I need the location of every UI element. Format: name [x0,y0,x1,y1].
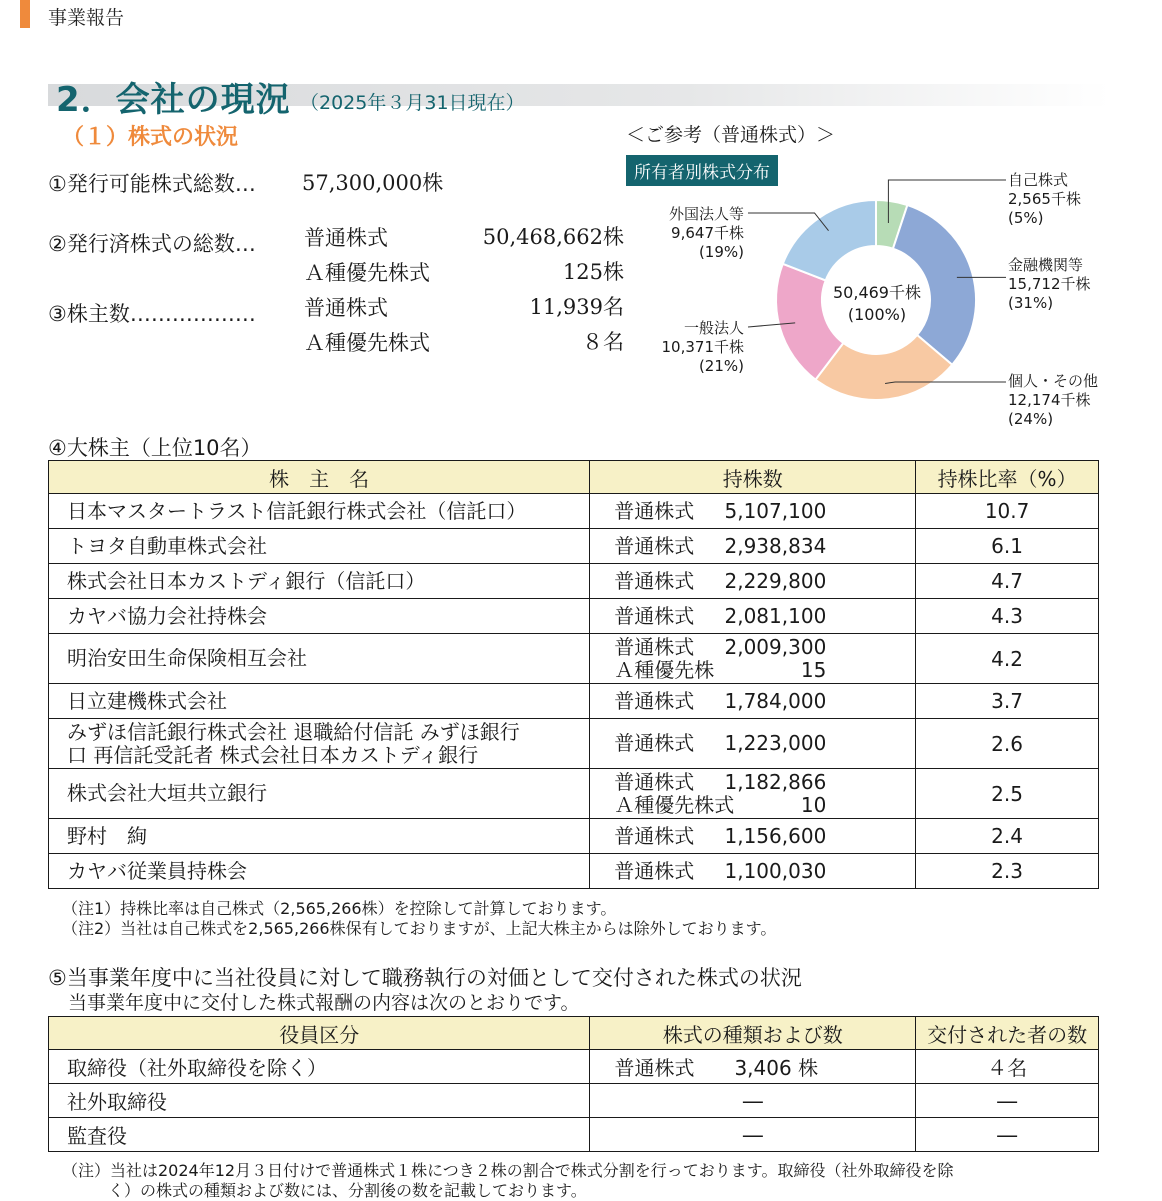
slice-value: 9,647千株 [671,224,744,242]
shareholder-shares [590,684,916,719]
issued-value-common: 50,468,662株 [482,225,624,249]
compensation-note-line1: （注）当社は2024年12月３日付けで普通株式１株につき２株の割合で株式分割を行っております。取締役（社外取締役を除 [62,1161,954,1180]
share-count: 2,081,100 [724,603,827,628]
section-title: 2．会社の現況 [56,80,291,120]
slice-name: 外国法人等 [668,205,744,223]
compensation-subtitle: 当事業年度中に交付した株式報酬の内容は次のとおりです。 [68,992,580,1014]
share-kind: 普通株式 [614,823,695,848]
table-row [49,494,1099,529]
officer-category: 社外取締役 [49,1084,590,1118]
shareholder-ratio: 6.1 [916,529,1099,564]
pie-chart-title: 所有者別株式分布 [626,155,778,186]
shareholder-shares [590,769,916,819]
holders-value-common: 11,939名 [529,295,624,319]
table-row [49,634,1099,684]
officer-category: 監査役 [49,1118,590,1152]
major-shareholders-title: ④大株主（上位10名） [48,436,262,460]
table-row [49,1084,1099,1118]
share-kind: Ａ種優先株式 [614,792,735,817]
major-note-1: （注1）持株比率は自己株式（2,565,266株）を控除して計算しております。 [62,899,617,918]
col-header-stock-type: 株式の種類および数 [590,1017,916,1050]
shareholder-shares [590,634,916,684]
pie-label-foreign [640,205,744,262]
table-row [49,1050,1099,1084]
share-count: 1,156,600 [724,823,827,848]
shareholder-name [49,819,590,854]
major-note-2: （注2）当社は自己株式を2,565,266株保有しておりますが、上記大株主からは除外しております。 [62,919,777,938]
share-kind: 普通株式 [614,731,695,755]
pie-label-self [1008,171,1081,228]
slice-name: 一般法人 [683,319,744,337]
col-header-shares: 持株数 [590,461,916,494]
slice-value: 10,371千株 [661,338,744,356]
pie-slice-foreign [783,200,876,280]
authorized-label: ①発行可能株式総数… [48,172,256,196]
issued-value-preferred: 125株 [562,260,624,284]
shareholder-shares [590,599,916,634]
shareholder-shares [590,494,916,529]
share-count: 15 [800,657,827,682]
slice-percent: (5%) [1008,209,1044,227]
stock-type-count: ― [590,1084,916,1118]
share-count: 2,229,800 [724,568,827,593]
pie-label-corporate [640,319,744,376]
pie-center-label [826,282,928,326]
col-header-recipients: 交付された者の数 [916,1017,1099,1050]
slice-percent: (19%) [698,243,744,261]
shareholder-ratio: 4.7 [916,564,1099,599]
share-kind: 普通株式 [614,769,695,794]
section-date: （2025年３月31日現在） [300,92,525,114]
recipient-count: ― [916,1084,1099,1118]
share-kind: Ａ種優先株 [614,657,715,682]
shareholder-shares [590,529,916,564]
slice-percent: (21%) [698,357,744,375]
share-count: 1,182,866 [724,769,827,794]
share-count: 1,784,000 [724,688,827,713]
shareholder-ratio: 3.7 [916,684,1099,719]
shareholder-ratio: 10.7 [916,494,1099,529]
authorized-value: 57,300,000株 [302,171,444,195]
officer-category: 取締役（社外取締役を除く） [49,1050,590,1084]
shareholder-name-line: 野村 絢 [67,823,147,848]
issued-kind-common: 普通株式 [304,226,388,250]
shareholder-name-line: みずほ信託銀行株式会社 退職給付信託 みずほ銀行 [67,719,520,744]
shareholder-name [49,529,590,564]
pie-center-percent: (100%) [847,305,907,324]
slice-name: 自己株式 [1008,171,1069,189]
table-row [49,769,1099,819]
shareholder-ratio: 2.4 [916,819,1099,854]
compensation-note-line2: く）の株式の種類および数には、分割後の数を記載しております。 [108,1181,587,1200]
shareholder-name-line: 明治安田生命保険相互会社 [67,646,307,670]
holders-value-preferred: ８名 [582,330,624,354]
shareholder-name-line: 株式会社日本カストディ銀行（信託口） [67,568,426,593]
slice-percent: (24%) [1008,410,1054,428]
major-shareholders-table [48,460,1099,889]
shareholder-name-line: 口 再信託受託者 株式会社日本カストディ銀行 [67,742,479,767]
holders-kind-common: 普通株式 [304,296,388,320]
shareholder-name [49,494,590,529]
shareholder-name [49,769,590,819]
table-row [49,529,1099,564]
header-label: 事業報告 [48,7,125,29]
pie-label-financial [1008,256,1091,313]
slice-name: 個人・その他 [1008,372,1099,390]
table-row [49,684,1099,719]
recipient-count: ― [916,1118,1099,1152]
table-row [49,854,1099,889]
share-count: 1,223,000 [724,731,827,755]
table-row [49,719,1099,769]
share-count: 2,009,300 [724,634,827,659]
share-count: 2,938,834 [724,533,827,558]
slice-value: 2,565千株 [1008,190,1081,208]
shareholder-name-line: カヤバ協力会社持株会 [67,603,267,628]
stock-type-count: 普通株式 3,406 株 [590,1050,916,1084]
col-header-name: 株 主 名 [49,461,590,494]
stock-type-count: ― [590,1118,916,1152]
table-row [49,819,1099,854]
shareholder-name [49,564,590,599]
share-count: 1,100,030 [724,858,827,883]
shareholder-name [49,854,590,889]
issued-label: ②発行済株式の総数… [48,232,256,256]
pie-label-individual [1008,372,1098,429]
shareholder-ratio: 2.3 [916,854,1099,889]
table-row [49,599,1099,634]
shareholder-name-line: カヤバ従業員持株会 [67,858,247,883]
shareholder-name-line: 日本マスタートラスト信託銀行株式会社（信託口） [67,498,527,523]
shareholder-shares [590,819,916,854]
share-kind: 普通株式 [614,634,695,659]
pie-reference-title: ＜ご参考（普通株式）＞ [626,124,836,146]
issued-kind-preferred: Ａ種優先株式 [304,261,430,285]
share-kind: 普通株式 [614,858,695,883]
shareholder-name [49,634,590,684]
share-count: 10 [800,792,827,817]
share-kind: 普通株式 [614,533,695,558]
subsection-title: （１）株式の状況 [62,125,239,150]
share-count: 5,107,100 [724,498,827,523]
shareholder-name [49,719,590,769]
col-header-ratio: 持株比率（%） [916,461,1099,494]
share-kind: 普通株式 [614,498,695,523]
shareholder-name-line: 日立建機株式会社 [67,688,227,713]
shareholder-name [49,684,590,719]
slice-value: 15,712千株 [1008,275,1091,293]
shareholder-ratio: 2.5 [916,769,1099,819]
share-kind: 普通株式 [614,688,695,713]
shareholder-ratio: 4.2 [916,634,1099,684]
shareholder-shares [590,854,916,889]
table-row [49,564,1099,599]
slice-name: 金融機関等 [1008,256,1084,274]
compensation-title: ⑤当事業年度中に当社役員に対して職務執行の対価として交付された株式の状況 [48,966,802,990]
shareholder-ratio: 2.6 [916,719,1099,769]
pie-center-value: 50,469千株 [833,283,921,302]
share-kind: 普通株式 [614,603,695,628]
holders-label: ③株主数……………… [48,302,256,326]
shareholder-name-line: 株式会社大垣共立銀行 [67,781,267,805]
col-header-category: 役員区分 [49,1017,590,1050]
slice-percent: (31%) [1008,294,1054,312]
shareholder-name [49,599,590,634]
recipient-count: ４名 [916,1050,1099,1084]
shareholder-ratio: 4.3 [916,599,1099,634]
shareholder-shares [590,564,916,599]
slice-value: 12,174千株 [1008,391,1091,409]
table-row [49,1118,1099,1152]
compensation-table [48,1016,1099,1152]
shareholder-shares [590,719,916,769]
header-accent-bar [20,0,30,28]
shareholder-name-line: トヨタ自動車株式会社 [67,533,267,558]
share-kind: 普通株式 [614,568,695,593]
holders-kind-preferred: Ａ種優先株式 [304,331,430,355]
